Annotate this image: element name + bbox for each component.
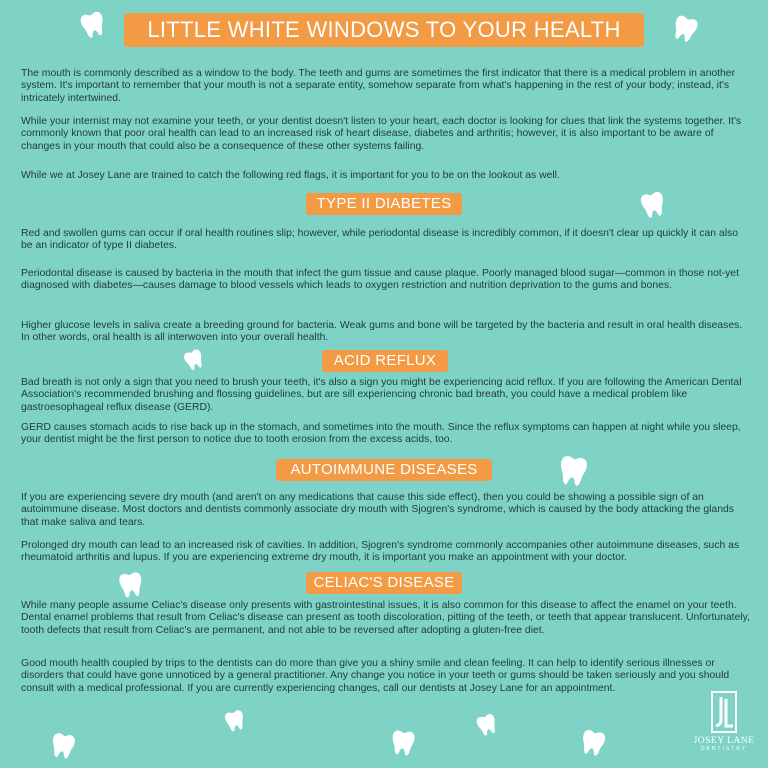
autoimmune-paragraph-2: Prolonged dry mouth can lead to an increased risk of cavities. In addition, Sjogren's syndrome commonly accompanies other autoimmune diseases, such as rheumatoid arthritis and lupus. If you are experiencing extreme dry mouth, it is important you make an appointment with your doctor. <box>21 540 740 564</box>
section-heading-acid-reflux: ACID REFLUX <box>322 350 448 372</box>
section-heading-autoimmune: AUTOIMMUNE DISEASES <box>276 459 492 481</box>
acid-reflux-paragraph-2: GERD causes stomach acids to rise back up in the stomach, and sometimes into the mouth. Since the reflux symptoms can happen at night while you sleep, your dentist might be the first person to notice due to tooth erosion from the excess acids, too. <box>21 422 741 446</box>
diabetes-paragraph-2: Periodontal disease is caused by bacteria in the mouth that infect the gum tissue and cause plaque. Poorly managed blood sugar—common in those not-yet diagnosed with diabetes—causes damage to blood vessels which leads to oxygen restriction and nutrition deprivation to the gums and bones. <box>21 268 739 292</box>
tooth-icon <box>640 190 667 220</box>
acid-reflux-paragraph-1: Bad breath is not only a sign that you need to brush your teeth, it's also a sign you might be experiencing acid reflux. If you are following the American Dental Association's recommended brushing and flossing guidelines, but are sill experiencing chronic bad breath, you could have a medical problem like gastroesophageal reflux disease (GERD). <box>21 377 742 413</box>
tooth-icon <box>558 453 588 488</box>
celiac-paragraph-2: Good mouth health coupled by trips to the dentists can do more than give you a shiny smile and clean feeling. It can help to identify serious illnesses or disorders that could have gone unnoticed by a general practitioner. Any change you notice in your teeth or gums should be taken seriously and you should consult with a medical professional. If you are currently experiencing changes, call our dentists at Josey Lane for an appointment. <box>21 658 730 694</box>
tooth-icon <box>50 731 76 760</box>
celiac-paragraph-1: While many people assume Celiac's disease only presents with gastrointestinal issues, it is also common for this disease to affect the enamel on your teeth. Dental enamel problems that result from Celiac's disease can present as tooth discoloration, pitting of the teeth, or teeth that appear translucent. Unfortunately, tooth defects that result from Celiac's are permanent, and not able to be reversed after adopting a gluten-free diet. <box>21 600 750 636</box>
tooth-icon <box>182 348 206 373</box>
intro-paragraph-3: While we at Josey Lane are trained to catch the following red flags, it is important for you to be on the lookout as well. <box>21 170 560 181</box>
section-heading-celiac: CELIAC'S DISEASE <box>306 572 462 594</box>
tooth-icon <box>118 571 143 600</box>
tooth-icon <box>671 13 700 45</box>
intro-paragraph-2: While your internist may not examine your teeth, or your dentist doesn't listen to your heart, each doctor is looking for clues that link the systems together. It's commonly known that poor oral health can lead to an increased risk of heart disease, diabetes and arthritis; however, it is also important to be aware of changes in your mouth that could also be a consequence of these other systems failing. <box>21 116 742 152</box>
tooth-icon <box>580 728 607 758</box>
tooth-icon <box>79 10 107 41</box>
autoimmune-paragraph-1: If you are experiencing severe dry mouth (and aren't on any medications that cause this side effect), then you could be showing a possible sign of an autoimmune disease. Most doctors and dentists commonly associate dry mouth with Sjogren's syndrome, which is caused by the body attacking the glands that make saliva and tears. <box>21 492 734 528</box>
intro-paragraph-1: The mouth is commonly described as a window to the body. The teeth and gums are sometimes the first indicator that there is a medical problem in another system. It's important to remember that your mouth is not a separate entity, somehow separate from what's happening in the rest of your body; instead, it's intricately intertwined. <box>21 68 736 104</box>
tooth-icon <box>224 708 247 734</box>
page-title: LITTLE WHITE WINDOWS TO YOUR HEALTH <box>124 13 644 47</box>
diabetes-paragraph-3: Higher glucose levels in saliva create a breeding ground for bacteria. Weak gums and bone will be targeted by the bacteria and result in oral health diseases. In other words, oral health is all interwoven into your overall health. <box>21 320 743 344</box>
section-heading-diabetes: TYPE II DIABETES <box>306 193 462 215</box>
logo-subtitle: DENTISTRY <box>700 746 748 752</box>
josey-lane-logo <box>688 690 760 762</box>
diabetes-paragraph-1: Red and swollen gums can occur if oral health routines slip; however, while periodontal disease is incredibly common, if it doesn't clear up quickly it can also be an indicator of type II diabetes. <box>21 228 738 252</box>
tooth-icon <box>475 712 499 738</box>
logo-mark-icon <box>709 690 739 734</box>
tooth-icon <box>391 729 416 757</box>
logo-name: JOSEY LANE <box>693 736 755 746</box>
